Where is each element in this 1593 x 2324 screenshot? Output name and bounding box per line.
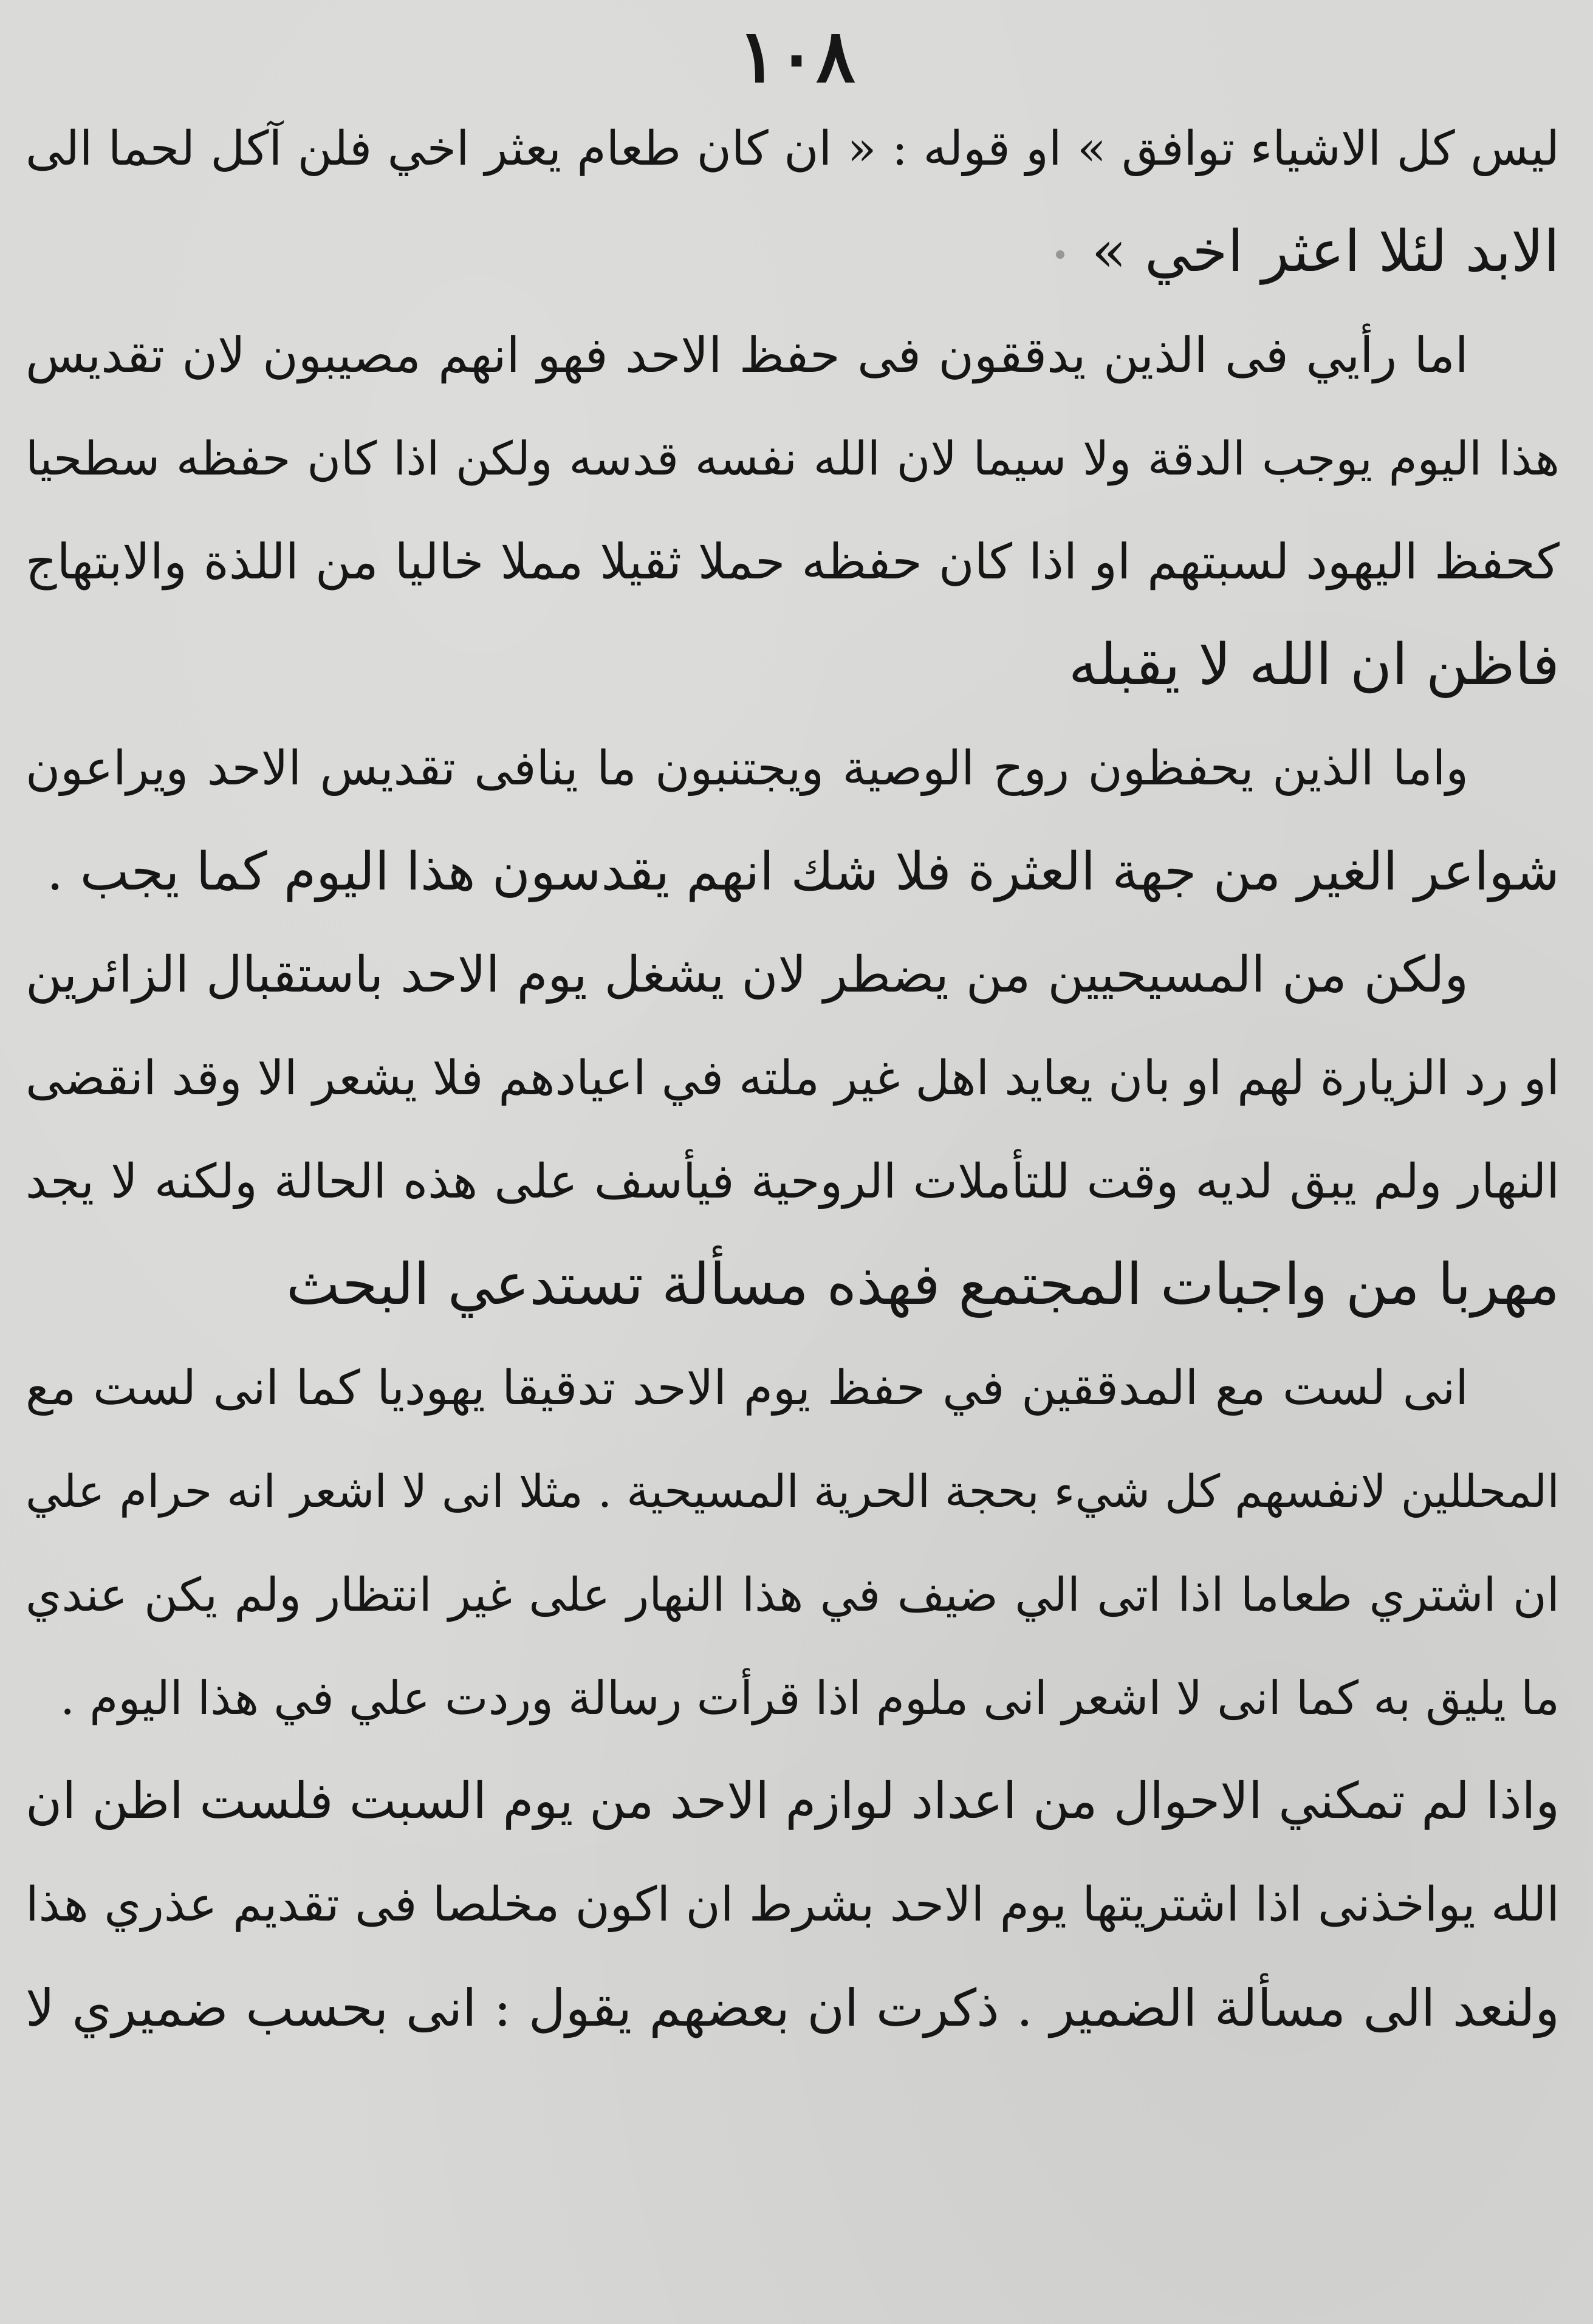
text-line: مهربا من واجبات المجتمع فهذه مسألة تستدعي البحث [286,1252,1560,1318]
text-line: النهار ولم يبق لديه وقت للتأملات الروحية فيأسف على هذه الحالة ولكنه لا يجد [26,1154,1560,1209]
text-line: او رد الزيارة لهم او بان يعايد اهل غير ملته في اعيادهم فلا يشعر الا وقد انقضى [26,1051,1560,1106]
page-number: ١٠٨ [738,13,855,99]
text-line: شواعر الغير من جهة العثرة فلا شك انهم يقدسون هذا اليوم كما يجب . [46,842,1560,902]
text-line: كحفظ اليهود لسبتهم او اذا كان حفظه حملا ثقيلا مملا خاليا من اللذة والابتهاج [26,533,1560,590]
text-line: ان اشتري طعاما اذا اتى الي ضيف في هذا النهار على غير انتظار ولم يكن عندي [26,1568,1560,1622]
text-line: انى لست مع المدققين في حفظ يوم الاحد تدقيقا يهوديا كما انى لست مع [26,1361,1468,1416]
text-line: ليس كل الاشياء توافق » او قوله : « ان كان طعام يعثر اخي فلن آكل لحما الى [26,122,1560,176]
text-line: هذا اليوم يوجب الدقة ولا سيما لان الله نفسه قدسه ولكن اذا كان حفظه سطحيا [26,431,1560,485]
text-line: المحللين لانفسهم كل شيء بحجة الحرية المسيحية . مثلا انى لا اشعر انه حرام علي [26,1465,1560,1518]
text-line: ما يليق به كما انى لا اشعر انى ملوم اذا قرأت رسالة وردت علي في هذا اليوم . [60,1671,1560,1725]
text-line: فاظن ان الله لا يقبله [1068,632,1560,698]
body-text [26,97,1560,2060]
text-line: ولكن من المسيحيين من يضطر لان يشغل يوم الاحد باستقبال الزائرين [26,946,1468,1004]
text-line: الابد لئلا اعثر اخي » [1091,219,1560,285]
text-line: اما رأيي فى الذين يدققون فى حفظ الاحد فهو انهم مصيبون لان تقديس [26,327,1469,383]
text-line: ولنعد الى مسألة الضمير . ذكرت ان بعضهم يقول : انى بحسب ضميري لا [26,1978,1560,2038]
text-line: الله يواخذنى اذا اشتريتها يوم الاحد بشرط ان اكون مخلصا فى تقديم عذري هذا [26,1877,1560,1932]
text-line: واذا لم تمكني الاحوال من اعداد لوازم الاحد من يوم السبت فلست اظن ان [26,1772,1560,1830]
text-line: واما الذين يحفظون روح الوصية ويجتنبون ما ينافى تقديس الاحد ويراعون [26,741,1468,796]
